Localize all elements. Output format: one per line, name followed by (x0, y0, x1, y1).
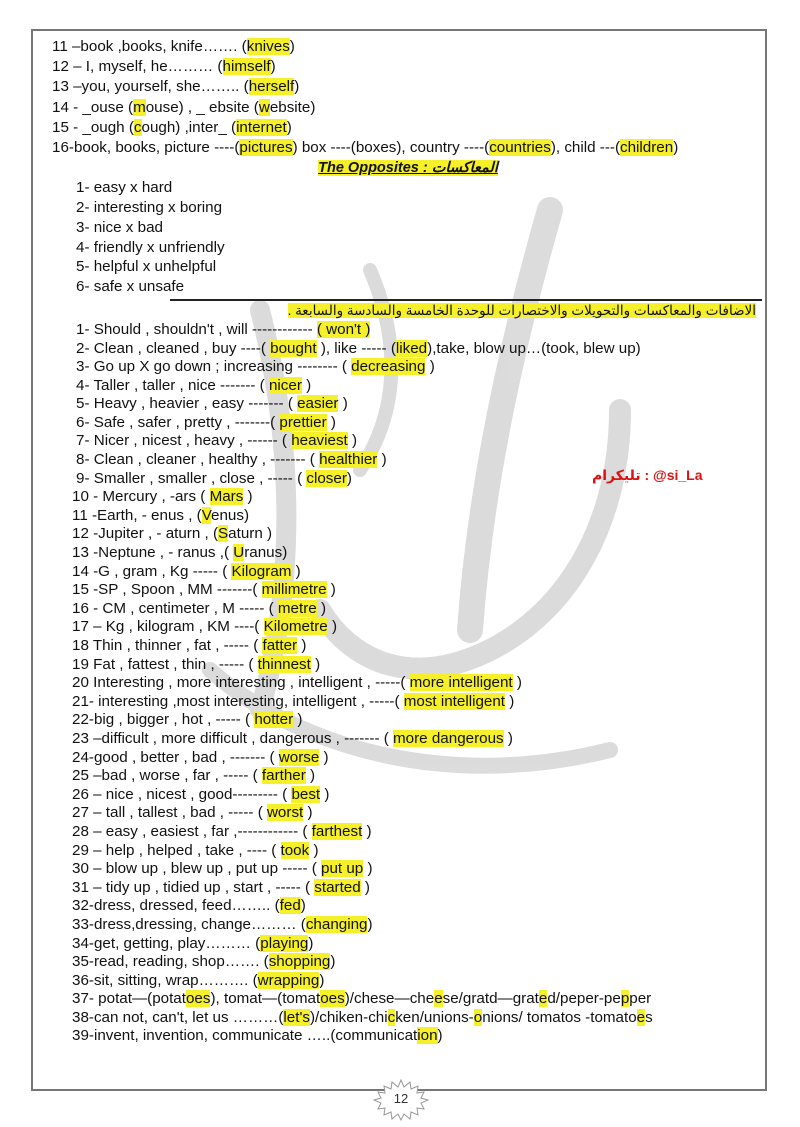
opposites-item: 4- friendly x unfriendly (76, 238, 225, 256)
answer-highlight: fatter (262, 637, 298, 654)
line-text: 19 Fat , fattest , thin , ----- ( (72, 655, 258, 673)
line-text: ) (425, 358, 435, 376)
answer-highlight: e (538, 990, 548, 1008)
answer-highlight: best (291, 785, 321, 803)
answer-highlight: fed (279, 897, 301, 915)
line-text: 34-get, getting, play……… ( (72, 934, 261, 952)
line-text: ) (346, 469, 352, 487)
opposites-item: 5- helpful x unhelpful (76, 258, 217, 276)
line-text: ) (360, 878, 370, 896)
list-item (52, 1009, 764, 1028)
list-item (52, 414, 764, 433)
section-part2 (52, 321, 764, 1046)
answer-highlight: m (133, 98, 146, 116)
answer-highlight: w (258, 98, 270, 116)
list-item (52, 581, 764, 600)
line-text: 7- Nicer , nicest , heavy , ------ ( (76, 432, 292, 450)
line-text: 1- Should , shouldn't , will ------------ (76, 320, 317, 338)
line-text: 30 – blow up , blew up , put up ----- ( (72, 860, 322, 878)
list-item (52, 953, 764, 972)
line-text: ough) ,inter_ ( (141, 118, 237, 136)
answer-highlight: healthier (319, 451, 378, 469)
answer-highlight: took (280, 841, 310, 859)
answer-highlight: farthest (311, 822, 363, 840)
list-item (52, 749, 764, 768)
list-item (52, 656, 764, 675)
line-text: 36-sit, sitting, wrap………. ( (72, 971, 258, 989)
answer-highlight: herself (248, 78, 295, 96)
line-text: ouse) , _ ebsite ( (145, 98, 259, 116)
line-text: ranus) (244, 544, 288, 562)
section-part1 (52, 37, 764, 158)
opposites-title-text: The Opposites : المعاكسات (318, 160, 498, 177)
line-text: ) (503, 729, 513, 747)
opposites-item: 1- easy x hard (76, 179, 173, 197)
opposites-list (52, 178, 764, 297)
telegram-handle: تليكرام : @si_La (592, 467, 703, 483)
answer-highlight: U (233, 544, 245, 562)
line-text: ) (310, 655, 321, 673)
line-text: 21- interesting ,most interesting, intelligent , -----( (72, 692, 404, 710)
line-text: ), child ---( (550, 138, 621, 156)
answer-highlight: put up (321, 860, 364, 878)
answer-highlight: wrapping (257, 971, 320, 989)
list-item (52, 488, 764, 507)
line-text: 14 -G , gram , Kg ----- ( (72, 562, 232, 580)
answer-highlight: metre (277, 599, 317, 617)
answer-highlight: decreasing (351, 358, 426, 376)
line-text: ) (362, 822, 372, 840)
worksheet-content (52, 37, 764, 1046)
line-text: ) (338, 395, 348, 413)
answer-highlight: ( won't ) (316, 320, 371, 338)
line-text: ) box ----(boxes), country ----( (292, 138, 490, 156)
opposites-title (52, 158, 764, 178)
line-text: 5- Heavy , heavier , easy ------- ( (76, 395, 298, 413)
answer-highlight: c (133, 118, 142, 136)
line-text: 4- Taller , taller , nice ------- ( (76, 376, 269, 394)
line-text: s (645, 1008, 653, 1026)
line-text: ) (301, 376, 312, 394)
line-text: ) (367, 915, 373, 933)
answer-highlight: Kilometre (263, 618, 328, 636)
line-text: 24-good , better , bad , ------- ( (72, 748, 279, 766)
line-text: 38-can not, can't, let us ………( (72, 1008, 284, 1026)
answer-highlight: easier (297, 395, 339, 413)
list-item (52, 860, 764, 879)
list-item (52, 637, 764, 656)
answer-highlight: internet (236, 118, 287, 136)
line-text: 22-big , bigger , hot , ----- ( (72, 711, 255, 729)
line-text: ) (320, 785, 330, 803)
line-text: 33-dress,dressing, change……… ( (72, 915, 306, 933)
line-text: 18 Thin , thinner , fat , ----- ( (72, 637, 263, 654)
answer-highlight: started (314, 878, 361, 896)
answer-highlight: millimetre (261, 581, 327, 599)
answer-highlight: Kilogram (231, 562, 292, 580)
line-text: ) (300, 897, 306, 915)
opposites-item: 2- interesting x boring (76, 198, 223, 216)
line-text: aturn ) (228, 525, 273, 543)
answer-highlight: more dangerous (393, 729, 504, 747)
line-text: 32-dress, dressed, feed…….. ( (72, 897, 280, 915)
page-number-badge (372, 1078, 430, 1122)
list-item (52, 1027, 764, 1046)
list-item (52, 842, 764, 861)
line-text: ) (326, 581, 336, 599)
list-item (52, 118, 764, 138)
line-text: ) (505, 692, 515, 710)
answer-highlight: most intelligent (403, 692, 506, 710)
answer-highlight: countries (489, 138, 551, 156)
list-item (52, 711, 764, 730)
line-text: ) (286, 118, 292, 136)
line-text: )/chese—che (344, 990, 435, 1008)
answer-highlight: Mars (209, 488, 244, 506)
line-text: 35-read, reading, shop……. ( (72, 953, 269, 971)
list-item (52, 377, 764, 396)
line-text: 29 – help , helped , take , ---- ( (72, 841, 281, 859)
answer-highlight: e (434, 990, 443, 1008)
line-text: ) (309, 841, 319, 859)
answer-highlight: shopping (268, 953, 331, 971)
line-text: 23 –difficult , more difficult , dangerous , ------- ( (72, 729, 394, 747)
line-text: ), like ----- ( (316, 339, 396, 357)
line-text: 16-book, books, picture ----( (52, 138, 240, 156)
list-item (52, 916, 764, 935)
answer-highlight: ion (417, 1027, 438, 1045)
list-item (52, 600, 764, 619)
list-item (52, 432, 764, 451)
line-text: ) (330, 953, 336, 971)
line-text: ) (303, 804, 313, 822)
line-text: 11 -Earth, - enus , ( (72, 506, 202, 524)
line-text: ) (316, 599, 326, 617)
answer-highlight: children (620, 138, 674, 156)
line-text: ken/unions- (395, 1008, 474, 1026)
line-text: se/gratd—grat (442, 990, 539, 1008)
list-item (52, 730, 764, 749)
list-item (52, 138, 764, 158)
line-text: 20 Interesting , more interesting , intelligent , -----( (72, 674, 410, 692)
list-item (52, 972, 764, 991)
list-item (52, 693, 764, 712)
line-text: 3- Go up X go down ; increasing -------- ( (76, 358, 352, 376)
arabic-heading-text: الاضافات والمعاكسات والتحويلات والاختصارات للوحدة الخامسة والسادسة والسابعة . (287, 302, 756, 318)
line-text: 13 –you, yourself, she…….. ( (52, 78, 249, 96)
list-item (52, 618, 764, 637)
line-text: ebsite) (269, 98, 316, 116)
line-text: 12 -Jupiter , - aturn , ( (72, 525, 219, 543)
answer-highlight: liked (395, 339, 428, 357)
line-text: ) (319, 748, 329, 766)
list-item (52, 935, 764, 954)
line-text: ) (305, 767, 316, 785)
list-item (52, 37, 764, 57)
line-text: ), tomat—(tomat (210, 990, 321, 1008)
list-item (52, 525, 764, 544)
line-text: 39-invent, invention, communicate …..(communicat (72, 1027, 418, 1045)
opposites-item: 6- safe x unsafe (76, 278, 185, 296)
line-text: 15 - _ough ( (52, 118, 134, 136)
list-item (52, 897, 764, 916)
line-text: ) (326, 413, 336, 431)
line-text: 6- Safe , safer , pretty , -------( (76, 413, 280, 431)
line-text: ) (243, 488, 253, 506)
answer-highlight: changing (305, 915, 368, 933)
line-text: 15 -SP , Spoon , MM -------( (72, 581, 262, 599)
list-item (52, 340, 764, 359)
line-text: 27 – tall , tallest , bad , ----- ( (72, 804, 267, 822)
list-item (52, 879, 764, 898)
answer-highlight: let's (283, 1008, 310, 1026)
opposites-item: 3- nice x bad (76, 218, 163, 236)
list-item (52, 358, 764, 377)
line-text: ) (293, 711, 303, 729)
list-item (52, 77, 764, 97)
line-text: 2- Clean , cleaned , buy ----( (76, 339, 271, 357)
line-text: ),take, blow up…(took, blew up) (427, 339, 641, 357)
line-text: ) (297, 637, 307, 654)
line-text: 10 - Mercury , -ars ( (72, 488, 210, 506)
list-item (52, 563, 764, 582)
line-text: )/chiken-chi (309, 1008, 388, 1026)
line-text: ) (327, 618, 338, 636)
answer-highlight: o (473, 1008, 483, 1026)
list-item (52, 767, 764, 786)
line-text: ) (270, 58, 276, 76)
list-item (52, 57, 764, 77)
answer-highlight: bought (270, 339, 317, 357)
list-item (52, 804, 764, 823)
line-text: ) (437, 1027, 443, 1045)
arabic-heading (52, 301, 764, 321)
line-text: ) (512, 674, 522, 692)
line-text: 14 - _ouse ( (52, 98, 134, 116)
line-text: 12 – I, myself, he……… ( (52, 58, 223, 76)
answer-highlight: e (636, 1008, 646, 1026)
list-item (52, 786, 764, 805)
line-text: enus) (211, 506, 250, 524)
answer-highlight: thinnest (257, 655, 311, 673)
line-text: ) (308, 934, 314, 952)
line-text: 25 –bad , worse , far , ----- ( (72, 767, 262, 785)
line-text: ) (363, 860, 373, 878)
answer-highlight: oes (320, 990, 345, 1008)
line-text: 16 - CM , centimeter , M ----- ( (72, 599, 278, 617)
line-text: ) (673, 138, 679, 156)
answer-highlight: pictures (239, 138, 293, 156)
list-item (52, 544, 764, 563)
line-text: per (629, 990, 652, 1008)
line-text: nions/ tomatos -tomato (482, 1008, 637, 1026)
line-text: ) (291, 562, 301, 580)
line-text: 26 – nice , nicest , good--------- ( (72, 785, 292, 803)
line-text: 17 – Kg , kilogram , KM ----( (72, 618, 264, 636)
answer-highlight: c (387, 1008, 396, 1026)
answer-highlight: S (218, 525, 229, 543)
answer-highlight: closer (306, 469, 347, 487)
page-number: 12 (393, 1091, 409, 1106)
answer-highlight: worst (266, 804, 304, 822)
answer-highlight: nicer (268, 376, 302, 394)
answer-highlight: himself (222, 58, 271, 76)
line-text: ) (377, 451, 387, 469)
line-text: 31 – tidy up , tidied up , start , ----- ( (72, 878, 315, 896)
answer-highlight: knives (246, 38, 290, 55)
list-item (52, 823, 764, 842)
line-text: ) (347, 432, 358, 450)
line-text: ) (289, 38, 295, 55)
list-item (52, 321, 764, 340)
answer-highlight: playing (260, 934, 309, 952)
line-text: ) (319, 971, 325, 989)
line-text: d/peper-pe (547, 990, 621, 1008)
list-item (52, 990, 764, 1009)
answer-highlight: worse (278, 748, 320, 766)
line-text: 13 -Neptune , - ranus ,( (72, 544, 234, 562)
answer-highlight: V (201, 506, 212, 524)
line-text: 9- Smaller , smaller , close , ----- ( (76, 469, 307, 487)
line-text: 8- Clean , cleaner , healthy , ------- ( (76, 451, 320, 469)
answer-highlight: more intelligent (409, 674, 513, 692)
list-item (52, 395, 764, 414)
list-item (52, 674, 764, 693)
answer-highlight: oes (185, 990, 211, 1008)
list-item (52, 98, 764, 118)
answer-highlight: farther (261, 767, 306, 785)
line-text: 11 –book ,books, knife……. ( (52, 38, 247, 55)
list-item (52, 507, 764, 526)
answer-highlight: p (620, 990, 630, 1008)
answer-highlight: prettier (279, 413, 327, 431)
answer-highlight: heaviest (291, 432, 348, 450)
line-text: 37- potat—(potat (72, 990, 186, 1008)
line-text: 28 – easy , easiest , far ,------------ ( (72, 822, 312, 840)
answer-highlight: hotter (254, 711, 294, 729)
line-text: ) (294, 78, 300, 96)
